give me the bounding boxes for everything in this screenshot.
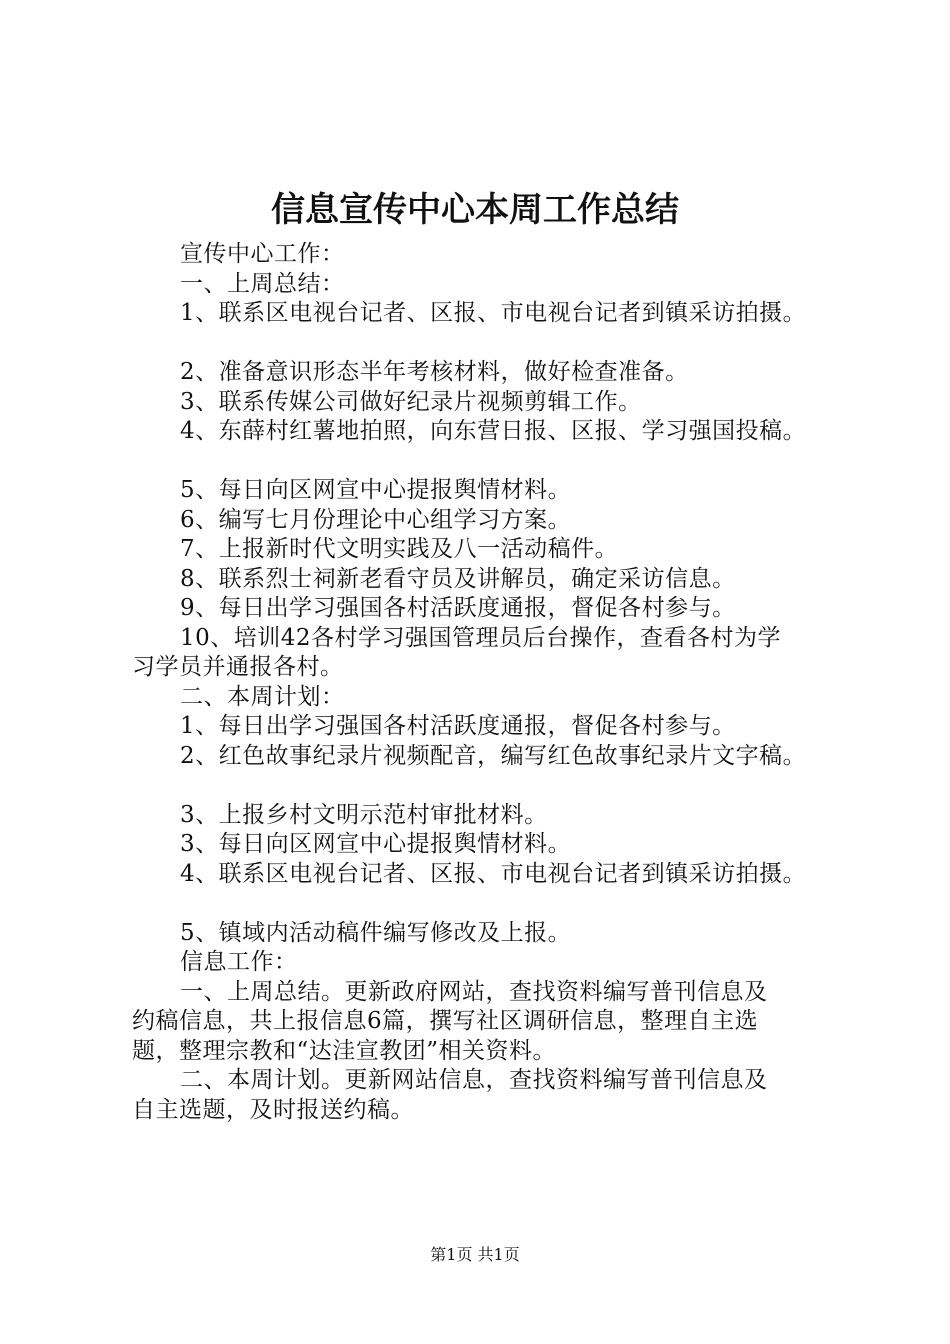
list-item: 2、红色故事纪录片视频配音，编写红色故事纪录片文字稿。 <box>180 742 807 769</box>
paragraph-line: 二、本周计划。更新网站信息，查找资料编写普刊信息及 <box>180 1067 768 1093</box>
paragraph-line: 一、上周总结。更新政府网站，查找资料编写普刊信息及 <box>180 978 768 1005</box>
list-item: 8、联系烈士祠新老看守员及讲解员，确定采访信息。 <box>180 565 736 592</box>
document-title: 信息宣传中心本周工作总结 <box>271 190 679 230</box>
page-footer: 第1页 共1页 <box>430 1245 520 1264</box>
list-item: 3、上报乡村文明示范村审批材料。 <box>180 801 548 828</box>
list-item: 4、东薛村红薯地拍照，向东营日报、区报、学习强国投稿。 <box>180 418 807 444</box>
paragraph-line: 题，整理宗教和“达洼宣教团”相关资料。 <box>132 1037 557 1064</box>
subsection-heading-this-week: 二、本周计划： <box>180 683 345 710</box>
list-item: 1、联系区电视台记者、区报、市电视台记者到镇采访拍摄。 <box>180 300 807 326</box>
list-item: 9、每日出学习强国各村活跃度通报，督促各村参与。 <box>180 595 736 621</box>
paragraph-gap <box>132 447 852 477</box>
paragraph-gap <box>132 329 852 359</box>
list-item: 3、联系传媒公司做好纪录片视频剪辑工作。 <box>180 388 642 415</box>
paragraph-gap <box>132 889 852 919</box>
list-item: 5、镇域内活动稿件编写修改及上报。 <box>180 919 572 946</box>
subsection-heading-last-week: 一、上周总结： <box>180 270 345 297</box>
list-item: 3、每日向区网宣中心提报舆情材料。 <box>180 831 572 857</box>
list-item: 10、培训42各村学习强国管理员后台操作，查看各村为学 <box>180 624 782 651</box>
section-heading-information: 信息工作： <box>180 949 298 975</box>
list-item: 7、上报新时代文明实践及八一活动稿件。 <box>180 536 619 562</box>
paragraph-gap <box>132 771 852 801</box>
list-item: 5、每日向区网宣中心提报舆情材料。 <box>180 477 572 503</box>
section-heading-publicity: 宣传中心工作： <box>180 241 345 267</box>
list-item: 1、每日出学习强国各村活跃度通报，督促各村参与。 <box>180 713 736 739</box>
list-item: 4、联系区电视台记者、区报、市电视台记者到镇采访拍摄。 <box>180 860 807 887</box>
list-item-continuation: 习学员并通报各村。 <box>132 654 344 680</box>
paragraph-line: 自主选题，及时报送约稿。 <box>132 1096 414 1123</box>
document-body <box>132 240 852 1125</box>
paragraph-line: 约稿信息，共上报信息6篇，撰写社区调研信息，整理自主选 <box>132 1008 759 1034</box>
list-item: 6、编写七月份理论中心组学习方案。 <box>180 506 572 533</box>
list-item: 2、准备意识形态半年考核材料，做好检查准备。 <box>180 359 689 385</box>
